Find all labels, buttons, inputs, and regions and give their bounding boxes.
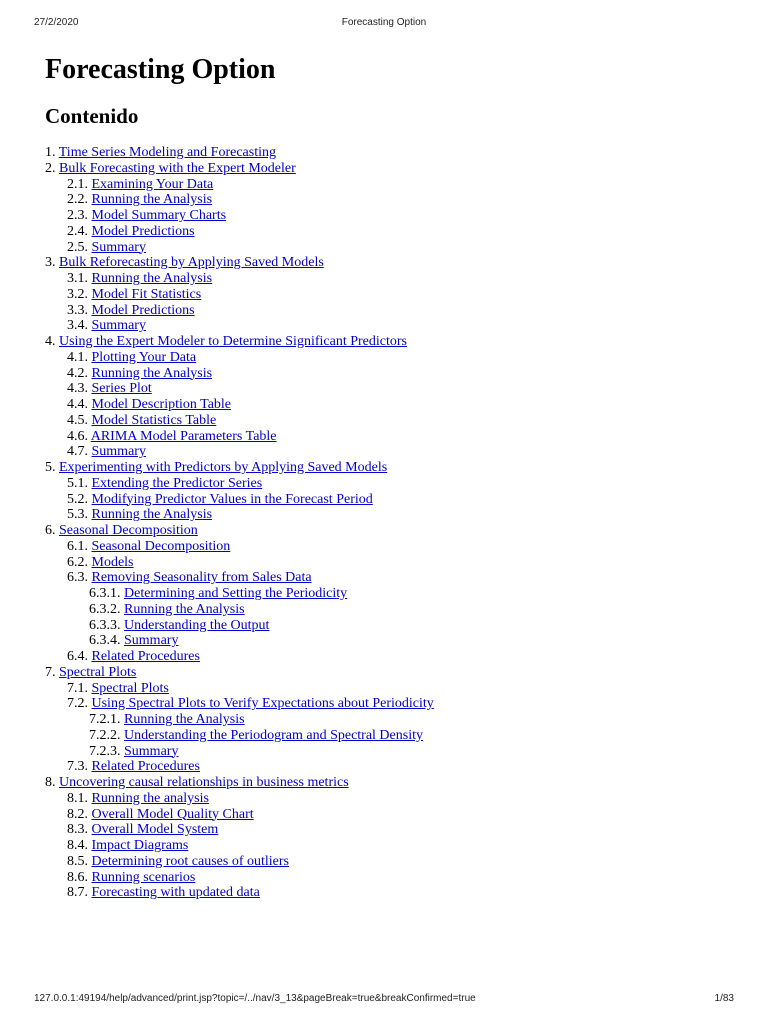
toc-item-number: 4.4. (67, 397, 88, 412)
toc-item-number: 2.2. (67, 192, 88, 208)
toc-item (45, 822, 434, 838)
toc-item (45, 791, 434, 807)
toc-link[interactable]: Running the Analysis (124, 601, 245, 617)
toc-item-number: 8.1. (67, 790, 88, 806)
toc-link[interactable]: Removing Seasonality from Sales Data (91, 570, 312, 586)
toc-link[interactable]: Model Statistics Table (91, 412, 217, 428)
toc-item-number: 4.6. (67, 428, 88, 444)
toc-link[interactable]: Running the analysis (91, 790, 209, 806)
toc-item-number: 6.2. (67, 554, 88, 570)
toc-item (45, 539, 434, 555)
toc-item-number: 2.3. (67, 208, 88, 223)
toc-link[interactable]: Summary (124, 743, 179, 759)
toc-link[interactable]: Running the Analysis (124, 712, 245, 727)
toc-item-number: 5.2. (67, 491, 88, 507)
toc-link[interactable]: Model Predictions (91, 223, 195, 239)
toc-link[interactable]: Related Procedures (91, 649, 200, 664)
toc-item-number: 7.2.2. (89, 727, 121, 743)
toc-item-number: 6.3.3. (89, 617, 121, 633)
toc-link[interactable]: Summary (91, 318, 146, 334)
toc-item-number: 8.7. (67, 885, 88, 901)
toc-item (45, 649, 434, 665)
page-number: 1/83 (714, 993, 734, 1004)
toc-item (45, 807, 434, 823)
toc-link[interactable]: Using Spectral Plots to Verify Expectations about Periodicity (91, 696, 434, 712)
toc-link[interactable]: Summary (91, 239, 146, 255)
print-date: 27/2/2020 (34, 17, 79, 28)
toc-item (45, 366, 434, 382)
print-header (34, 17, 734, 31)
toc-item (45, 555, 434, 571)
toc-item-number: 6.4. (67, 649, 88, 664)
toc-item (45, 397, 434, 413)
toc-item-number: 8.5. (67, 853, 88, 869)
toc-item-number: 2.1. (67, 176, 88, 192)
toc-item (45, 208, 434, 224)
toc-item (45, 476, 434, 492)
toc-item (45, 192, 434, 208)
toc-item (45, 224, 434, 240)
toc-item-number: 2. (45, 160, 56, 176)
toc-item-number: 5.1. (67, 475, 88, 491)
toc-link[interactable]: Forecasting with updated data (91, 885, 260, 901)
toc-link[interactable]: Summary (91, 444, 146, 460)
toc-link[interactable]: Overall Model Quality Chart (91, 806, 254, 822)
toc-link[interactable]: Experimenting with Predictors by Applying Saved Models (59, 460, 388, 475)
toc-link[interactable]: Bulk Reforecasting by Applying Saved Models (59, 255, 324, 271)
toc-item-number: 8.3. (67, 822, 88, 838)
toc-link[interactable]: Seasonal Decomposition (59, 523, 198, 538)
toc-link[interactable]: Related Procedures (91, 759, 200, 775)
toc-item (45, 681, 434, 697)
toc-item (45, 507, 434, 523)
toc-item-number: 4.2. (67, 365, 88, 381)
toc-link[interactable]: Running the Analysis (91, 507, 213, 523)
toc-item (45, 492, 434, 508)
toc-item (45, 696, 434, 712)
toc-item (45, 287, 434, 303)
toc-item-number: 1. (45, 145, 56, 160)
toc-item (45, 240, 434, 256)
toc-link[interactable]: Extending the Predictor Series (91, 475, 263, 491)
toc-link[interactable]: Spectral Plots (91, 680, 169, 696)
toc-item (45, 255, 434, 271)
toc-link[interactable]: ARIMA Model Parameters Table (90, 428, 277, 444)
toc-item-number: 3.1. (67, 271, 88, 286)
toc-link[interactable]: Uncovering causal relationships in business metrics (59, 775, 349, 790)
toc-item (45, 444, 434, 460)
toc-item (45, 838, 434, 854)
toc-link[interactable]: Model Predictions (91, 302, 195, 318)
toc-item (45, 633, 434, 649)
toc-item (45, 350, 434, 366)
toc-item-number: 8.6. (67, 869, 88, 885)
toc-link[interactable]: Time Series Modeling and Forecasting (58, 145, 276, 160)
toc-item-number: 3. (45, 255, 56, 271)
toc-link[interactable]: Overall Model System (91, 822, 219, 838)
toc-item (45, 177, 434, 193)
toc-item (45, 523, 434, 539)
toc-item (45, 318, 434, 334)
toc-link[interactable]: Determining and Setting the Periodicity (124, 586, 348, 601)
toc-item-number: 4.3. (67, 381, 88, 397)
toc-item-number: 2.4. (67, 223, 88, 239)
toc-item (45, 334, 434, 350)
toc-item-number: 4. (45, 334, 56, 349)
toc-link[interactable]: Understanding the Periodogram and Spectral Density (124, 727, 423, 743)
toc-item (45, 570, 434, 586)
toc-item-number: 3.3. (67, 302, 88, 318)
toc-item-number: 4.5. (67, 412, 88, 428)
toc-item (45, 602, 434, 618)
toc-link[interactable]: Model Summary Charts (91, 208, 227, 223)
toc-link[interactable]: Impact Diagrams (91, 838, 189, 853)
toc-item-number: 3.2. (67, 286, 88, 302)
toc-item-number: 6.3.1. (89, 586, 121, 601)
table-of-contents (45, 145, 434, 901)
toc-link[interactable]: Bulk Forecasting with the Expert Modeler (59, 160, 296, 176)
toc-item (45, 460, 434, 476)
toc-item-number: 8. (45, 775, 56, 790)
toc-link[interactable]: Series Plot (91, 381, 152, 397)
toc-item (45, 775, 434, 791)
toc-item-number: 6.3. (67, 570, 88, 586)
toc-link[interactable]: Modifying Predictor Values in the Forecast Period (91, 491, 373, 507)
page-title: Forecasting Option (45, 54, 276, 85)
toc-link[interactable]: Model Fit Statistics (91, 286, 202, 302)
toc-item-number: 6. (45, 523, 56, 538)
toc-item (45, 885, 434, 901)
toc-link[interactable]: Spectral Plots (59, 664, 137, 680)
toc-link[interactable]: Determining root causes of outliers (91, 853, 290, 869)
toc-link[interactable]: Models (91, 554, 134, 570)
toc-item-number: 7.2.3. (89, 743, 121, 759)
toc-link[interactable]: Examining Your Data (91, 176, 214, 192)
toc-item-number: 5. (45, 460, 56, 475)
toc-item-number: 3.4. (67, 318, 88, 334)
toc-item-number: 4.7. (67, 444, 88, 460)
toc-item-number: 5.3. (67, 507, 88, 523)
toc-link[interactable]: Running the Analysis (91, 271, 213, 286)
toc-item-number: 7.1. (67, 680, 88, 696)
toc-item (45, 161, 434, 177)
toc-link[interactable]: Plotting Your Data (91, 349, 197, 365)
toc-item (45, 854, 434, 870)
toc-item (45, 618, 434, 634)
toc-item (45, 429, 434, 445)
toc-heading: Contenido (45, 104, 139, 128)
toc-item-number: 6.3.4. (89, 633, 121, 649)
toc-link[interactable]: Summary (124, 633, 179, 649)
toc-item (45, 759, 434, 775)
toc-item (45, 744, 434, 760)
toc-item (45, 271, 434, 287)
toc-item (45, 712, 434, 728)
toc-item (45, 728, 434, 744)
toc-item-number: 7.2.1. (89, 712, 121, 727)
toc-item-number: 7.3. (67, 759, 88, 775)
toc-link[interactable]: Using the Expert Modeler to Determine Significant Predictors (59, 334, 407, 349)
toc-link[interactable]: Running scenarios (91, 869, 196, 885)
toc-item (45, 381, 434, 397)
toc-item-number: 8.4. (67, 838, 88, 853)
toc-item-number: 4.1. (67, 349, 88, 365)
print-footer (34, 993, 734, 1007)
toc-item-number: 6.1. (67, 538, 88, 554)
toc-item-number: 7. (45, 664, 56, 680)
toc-item (45, 665, 434, 681)
toc-item (45, 303, 434, 319)
toc-item (45, 870, 434, 886)
toc-link[interactable]: Running the Analysis (91, 365, 213, 381)
toc-item-number: 2.5. (67, 239, 88, 255)
toc-item (45, 145, 434, 161)
toc-item (45, 413, 434, 429)
toc-item-number: 8.2. (67, 806, 88, 822)
print-url: 127.0.0.1:49194/help/advanced/print.jsp?topic=/../nav/3_13&pageBreak=true&breakConfirmed=true (34, 993, 476, 1004)
toc-link[interactable]: Model Description Table (91, 397, 232, 412)
toc-item-number: 6.3.2. (89, 601, 121, 617)
toc-item (45, 586, 434, 602)
toc-link[interactable]: Seasonal Decomposition (91, 538, 231, 554)
toc-link[interactable]: Understanding the Output (124, 617, 270, 633)
print-title: Forecasting Option (341, 17, 427, 28)
toc-item-number: 7.2. (67, 696, 88, 712)
toc-link[interactable]: Running the Analysis (91, 192, 213, 208)
